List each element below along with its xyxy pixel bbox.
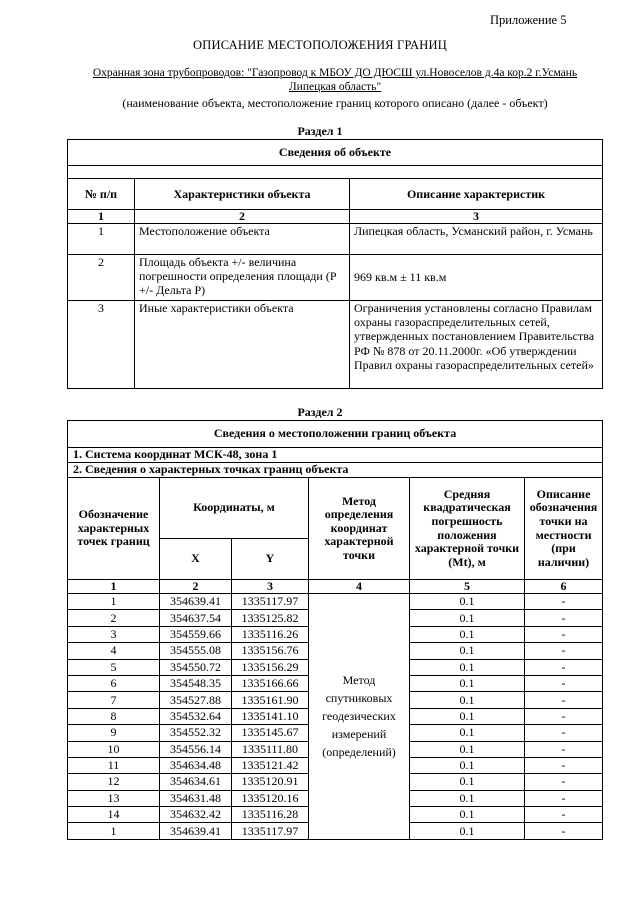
point-y: 1335117.97 — [232, 594, 309, 610]
column-number: 2 — [160, 580, 232, 594]
boundary-table-title: Сведения о местоположении границ объекта — [68, 421, 603, 448]
point-y: 1335120.91 — [232, 774, 309, 790]
point-description: - — [525, 692, 603, 708]
point-id: 7 — [68, 692, 160, 708]
column-header-description: Описание характеристик — [350, 179, 603, 210]
point-x: 354550.72 — [160, 659, 232, 675]
point-id: 9 — [68, 725, 160, 741]
document-title: ОПИСАНИЕ МЕСТОПОЛОЖЕНИЯ ГРАНИЦ — [193, 38, 447, 52]
column-header-coordinates: Координаты, м — [160, 478, 309, 539]
boundary-points-table — [67, 420, 603, 840]
point-error: 0.1 — [410, 823, 525, 839]
row-characteristic: Площадь объекта +/- величина погрешности определения площади (Р +/- Дельта Р) — [135, 255, 350, 301]
method-value: Метод спутниковых геодезических измерений (определений) — [309, 594, 410, 840]
point-error: 0.1 — [410, 741, 525, 757]
point-description: - — [525, 643, 603, 659]
point-id: 12 — [68, 774, 160, 790]
point-description: - — [525, 725, 603, 741]
point-x: 354556.14 — [160, 741, 232, 757]
point-x: 354527.88 — [160, 692, 232, 708]
point-x: 354637.54 — [160, 610, 232, 626]
point-y: 1335161.90 — [232, 692, 309, 708]
column-number: 4 — [309, 580, 410, 594]
column-header-error: Средняя квадратическая погрешность положения характерной точки (Mt), м — [410, 478, 525, 580]
point-id: 1 — [68, 823, 160, 839]
point-y: 1335111.80 — [232, 741, 309, 757]
point-x: 354559.66 — [160, 626, 232, 642]
point-description: - — [525, 594, 603, 610]
column-header-method: Метод определения координат характерной точки — [309, 478, 410, 580]
point-y: 1335141.10 — [232, 708, 309, 724]
column-header-y: Y — [232, 539, 309, 580]
point-error: 0.1 — [410, 708, 525, 724]
column-header-number: № п/п — [68, 179, 135, 210]
point-description: - — [525, 823, 603, 839]
row-description: Ограничения установлены согласно Правилам охраны газораспределительных сетей, утвержденных постановлением Правительства РФ № 878 от 20.11.2000г. «Об утверждении Правил охраны газораспределительных сетей» — [350, 301, 603, 389]
row-characteristic: Местоположение объекта — [135, 224, 350, 255]
row-characteristic: Иные характеристики объекта — [135, 301, 350, 389]
table-spacer-row — [68, 166, 603, 179]
point-y: 1335120.16 — [232, 790, 309, 806]
point-id: 11 — [68, 757, 160, 773]
point-error: 0.1 — [410, 610, 525, 626]
point-description: - — [525, 757, 603, 773]
point-x: 354548.35 — [160, 675, 232, 691]
column-number: 3 — [232, 580, 309, 594]
point-id: 14 — [68, 807, 160, 823]
column-number: 2 — [135, 210, 350, 224]
point-id: 2 — [68, 610, 160, 626]
column-number: 5 — [410, 580, 525, 594]
point-x: 354552.32 — [160, 725, 232, 741]
point-id: 1 — [68, 594, 160, 610]
row-number: 2 — [68, 255, 135, 301]
point-description: - — [525, 675, 603, 691]
table-row — [68, 301, 603, 389]
point-y: 1335117.97 — [232, 823, 309, 839]
point-error: 0.1 — [410, 790, 525, 806]
point-description: - — [525, 610, 603, 626]
point-y: 1335116.28 — [232, 807, 309, 823]
point-error: 0.1 — [410, 659, 525, 675]
column-number: 6 — [525, 580, 603, 594]
point-id: 4 — [68, 643, 160, 659]
row-number: 3 — [68, 301, 135, 389]
row-description: 969 кв.м ± 11 кв.м — [350, 255, 603, 301]
section2-title: Раздел 2 — [297, 405, 343, 419]
column-number: 1 — [68, 580, 160, 594]
point-error: 0.1 — [410, 807, 525, 823]
point-error: 0.1 — [410, 757, 525, 773]
point-description: - — [525, 774, 603, 790]
point-x: 354639.41 — [160, 823, 232, 839]
point-x: 354532.64 — [160, 708, 232, 724]
object-info-table — [67, 139, 603, 389]
coordinate-system-label: 1. Система координат МСК-48, зона 1 — [68, 448, 603, 463]
column-header-designation: Обозначение характерных точек границ — [68, 478, 160, 580]
point-x: 354631.48 — [160, 790, 232, 806]
column-header-point-description: Описание обозначения точки на местности (при наличии) — [525, 478, 603, 580]
point-y: 1335156.29 — [232, 659, 309, 675]
point-id: 13 — [68, 790, 160, 806]
appendix-label: Приложение 5 — [490, 13, 567, 27]
row-description: Липецкая область, Усманский район, г. Усмань — [350, 224, 603, 255]
object-name-hint: (наименование объекта, местоположение границ которого описано (далее - объект) — [122, 96, 548, 110]
point-description: - — [525, 626, 603, 642]
points-section-label: 2. Сведения о характерных точках границ объекта — [68, 463, 603, 478]
point-error: 0.1 — [410, 626, 525, 642]
column-number: 1 — [68, 210, 135, 224]
point-y: 1335116.26 — [232, 626, 309, 642]
point-x: 354555.08 — [160, 643, 232, 659]
point-x: 354634.61 — [160, 774, 232, 790]
point-x: 354632.42 — [160, 807, 232, 823]
point-error: 0.1 — [410, 774, 525, 790]
table-row — [68, 224, 603, 255]
column-header-characteristic: Характеристики объекта — [135, 179, 350, 210]
point-description: - — [525, 741, 603, 757]
point-id: 5 — [68, 659, 160, 675]
point-description: - — [525, 659, 603, 675]
point-error: 0.1 — [410, 643, 525, 659]
point-y: 1335125.82 — [232, 610, 309, 626]
point-id: 6 — [68, 675, 160, 691]
point-id: 3 — [68, 626, 160, 642]
object-info-table-title: Сведения об объекте — [68, 140, 603, 166]
point-description: - — [525, 708, 603, 724]
point-error: 0.1 — [410, 675, 525, 691]
point-description: - — [525, 790, 603, 806]
column-number: 3 — [350, 210, 603, 224]
column-header-x: X — [160, 539, 232, 580]
table-row — [68, 594, 603, 610]
point-error: 0.1 — [410, 692, 525, 708]
object-name: Охранная зона трубопроводов: "Газопровод к МБОУ ДО ДЮСШ ул.Новоселов д.4а кор.2 г.Усмань Липецкая область" — [92, 67, 578, 93]
point-y: 1335166.66 — [232, 675, 309, 691]
point-x: 354634.48 — [160, 757, 232, 773]
row-number: 1 — [68, 224, 135, 255]
table-row — [68, 255, 603, 301]
section1-title: Раздел 1 — [297, 124, 343, 138]
point-y: 1335145.67 — [232, 725, 309, 741]
point-error: 0.1 — [410, 725, 525, 741]
point-error: 0.1 — [410, 594, 525, 610]
point-x: 354639.41 — [160, 594, 232, 610]
point-y: 1335121.42 — [232, 757, 309, 773]
point-id: 10 — [68, 741, 160, 757]
point-id: 8 — [68, 708, 160, 724]
point-description: - — [525, 807, 603, 823]
points-body — [68, 594, 603, 840]
point-y: 1335156.76 — [232, 643, 309, 659]
